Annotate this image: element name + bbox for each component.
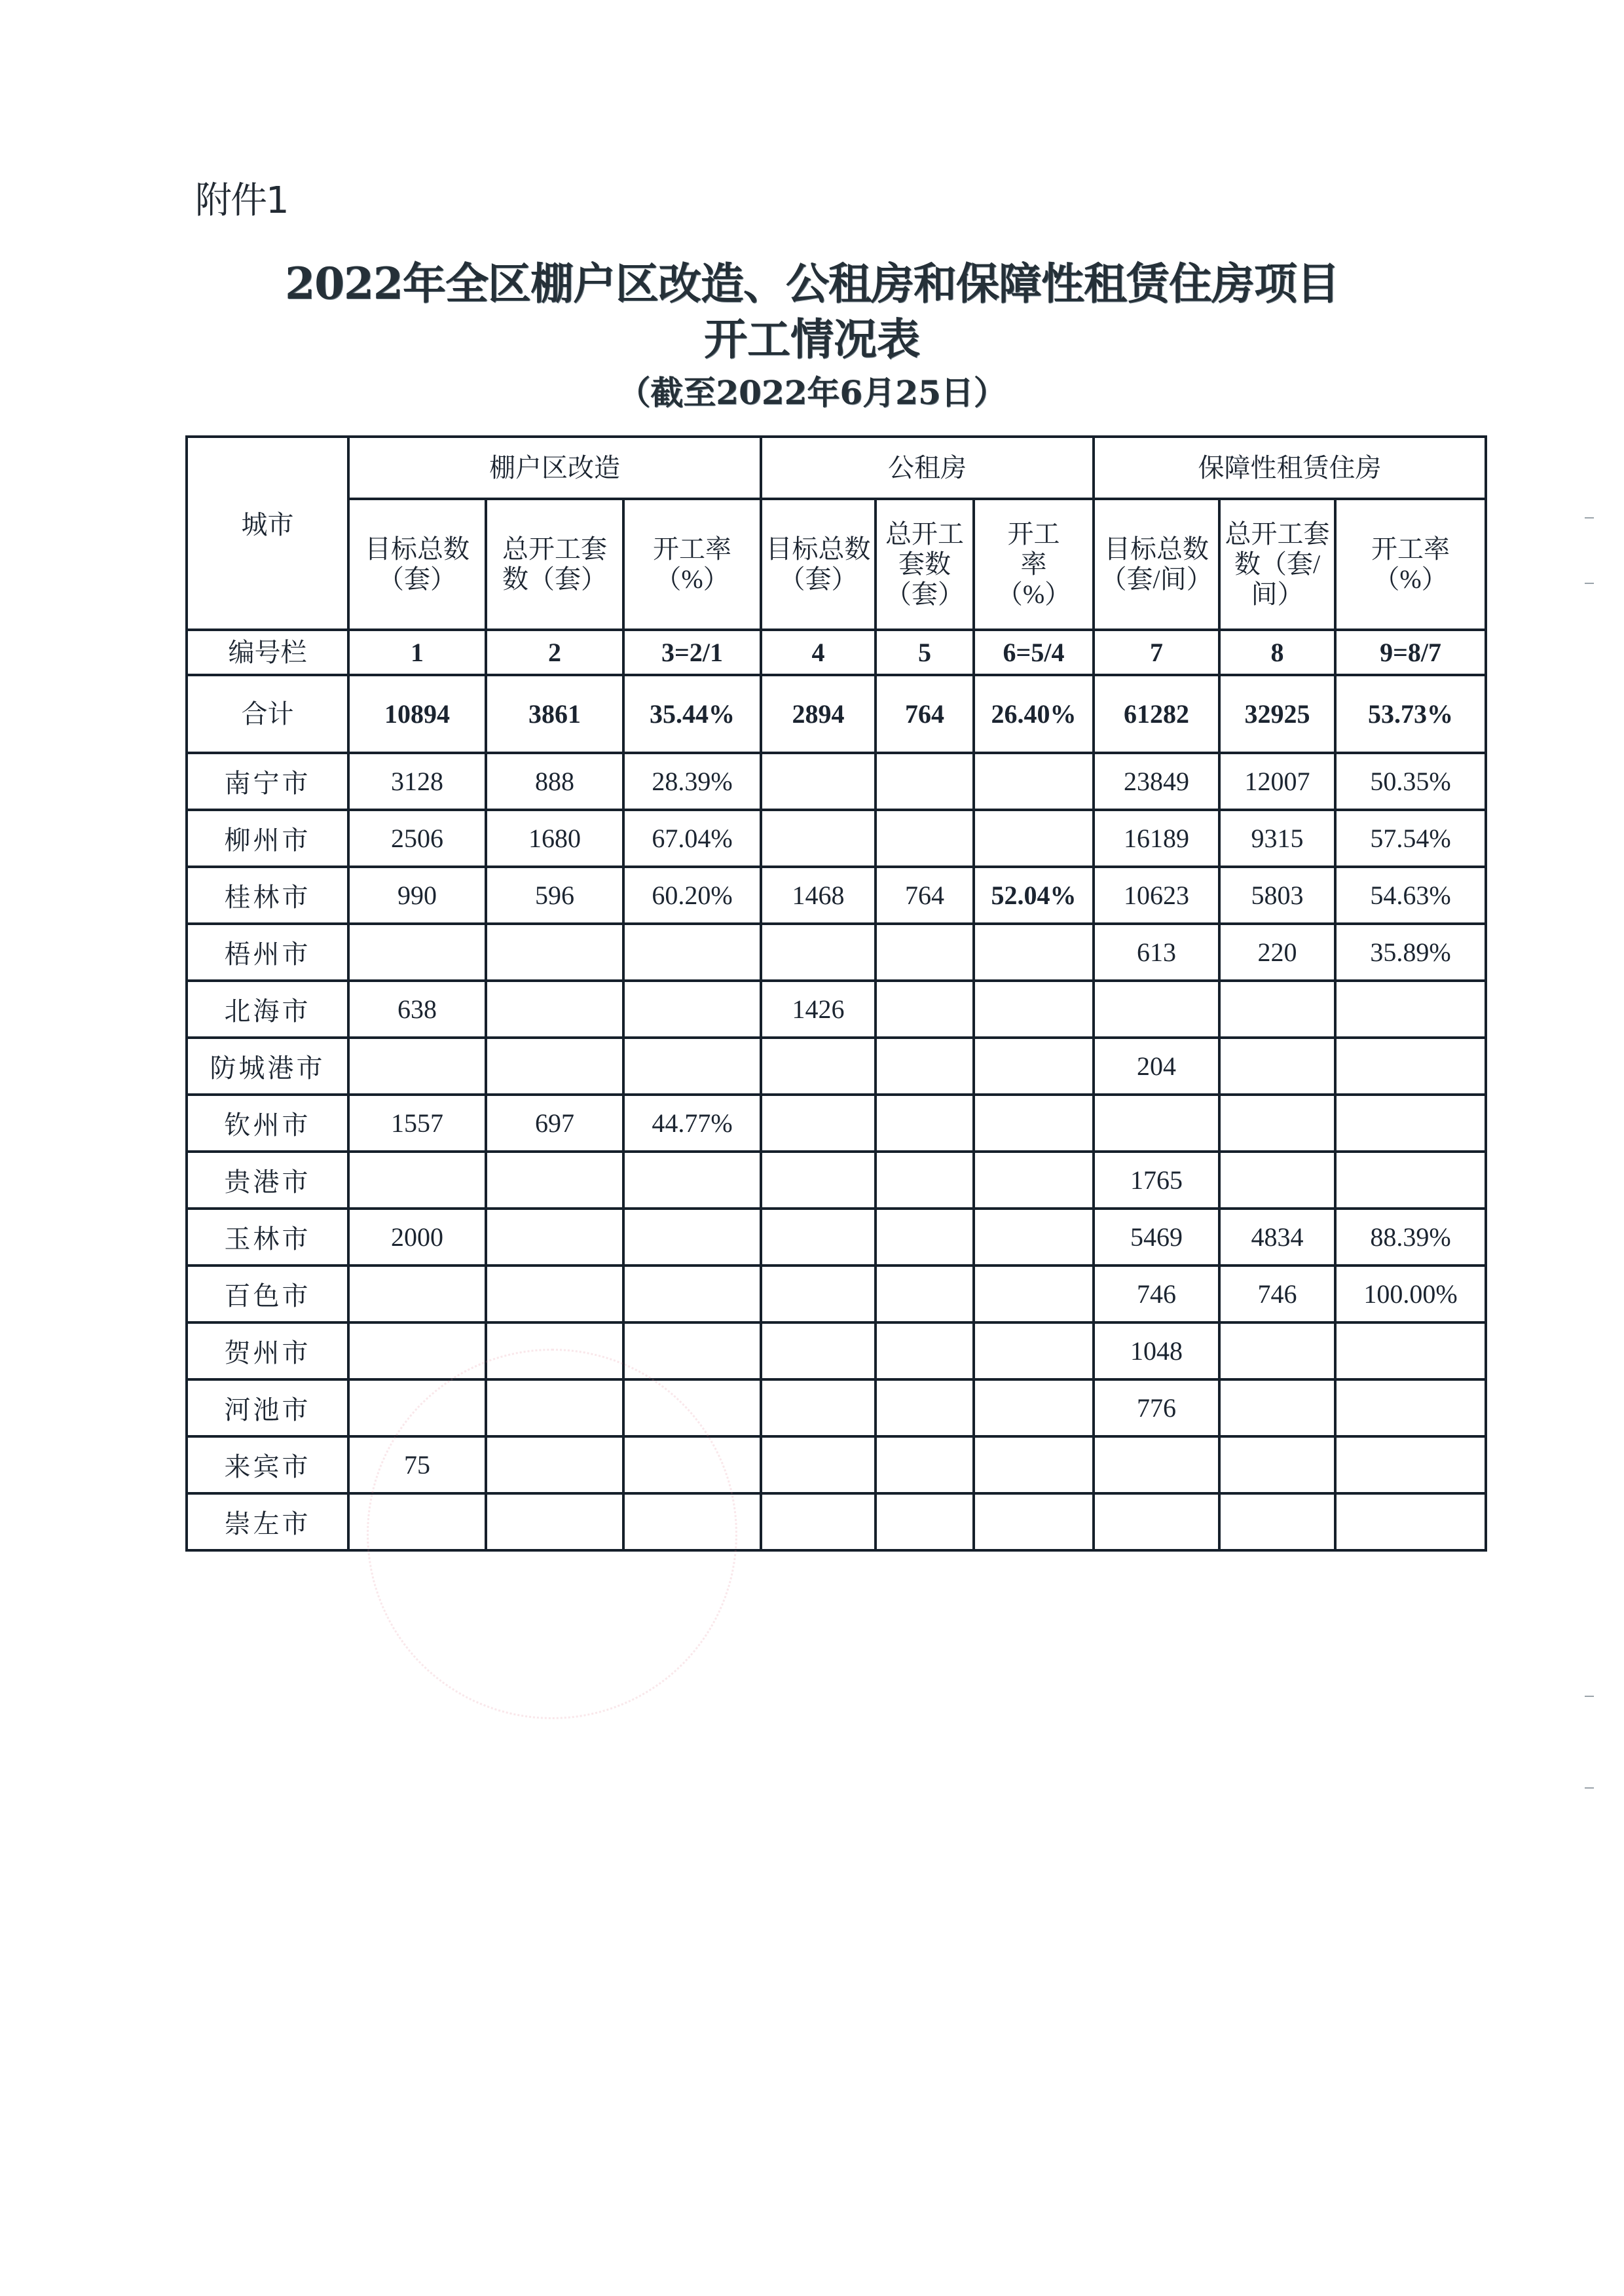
document-title-line2: 开工情况表 (704, 314, 920, 365)
sub-header: 开工率（%） (1335, 499, 1486, 630)
table-cell (486, 1379, 623, 1436)
table-cell (876, 1095, 974, 1152)
table-cell (1335, 1095, 1486, 1152)
city-name: 钦州市 (187, 1095, 348, 1152)
table-cell: 1680 (486, 810, 623, 867)
total-cell: 3861 (486, 675, 623, 753)
table-cell: 764 (876, 867, 974, 924)
table-cell (1219, 1038, 1335, 1095)
table-cell (348, 1038, 486, 1095)
city-name: 崇左市 (187, 1493, 348, 1550)
table-cell: 23849 (1094, 753, 1219, 810)
table-cell (876, 924, 974, 981)
index-row (187, 630, 1486, 675)
table-cell (974, 981, 1094, 1038)
attachment-label: 附件1 (195, 179, 288, 222)
table-cell (486, 1209, 623, 1266)
table-cell (623, 981, 761, 1038)
table-cell (1335, 1322, 1486, 1379)
table-cell: 5469 (1094, 1209, 1219, 1266)
table-cell: 88.39% (1335, 1209, 1486, 1266)
sub-header-row (187, 499, 1486, 630)
table-cell (876, 1209, 974, 1266)
total-cell: 10894 (348, 675, 486, 753)
table-cell (761, 1266, 876, 1322)
table-cell (348, 1322, 486, 1379)
table-cell (486, 1322, 623, 1379)
total-row (187, 675, 1486, 753)
table-cell (623, 1436, 761, 1493)
table-cell: 100.00% (1335, 1266, 1486, 1322)
table-cell (1219, 1322, 1335, 1379)
table-cell: 12007 (1219, 753, 1335, 810)
table-cell: 2506 (348, 810, 486, 867)
scan-margin-mark (1585, 1787, 1594, 1789)
table-cell (876, 810, 974, 867)
table-cell: 10623 (1094, 867, 1219, 924)
group-header-shantytown: 棚户区改造 (348, 437, 761, 499)
table-cell: 776 (1094, 1379, 1219, 1436)
table-cell: 52.04% (974, 867, 1094, 924)
table-cell: 1468 (761, 867, 876, 924)
table-cell: 746 (1094, 1266, 1219, 1322)
table-cell (1335, 981, 1486, 1038)
table-cell (761, 1152, 876, 1209)
table-row (187, 1493, 1486, 1550)
table-cell (623, 924, 761, 981)
table-cell: 16189 (1094, 810, 1219, 867)
table-cell (486, 1436, 623, 1493)
table-cell (761, 924, 876, 981)
table-cell: 2000 (348, 1209, 486, 1266)
table-cell (1219, 981, 1335, 1038)
table-cell (623, 1266, 761, 1322)
table-cell (761, 753, 876, 810)
table-cell: 1765 (1094, 1152, 1219, 1209)
document-title: 2022年全区棚户区改造、公租房和保障性租赁住房项目 (285, 258, 1339, 309)
city-name: 百色市 (187, 1266, 348, 1322)
table-row (187, 1322, 1486, 1379)
table-row (187, 1266, 1486, 1322)
table-cell (348, 1266, 486, 1322)
table-cell (348, 1152, 486, 1209)
table-cell: 60.20% (623, 867, 761, 924)
table-cell (974, 1322, 1094, 1379)
housing-start-table (185, 435, 1487, 1552)
table-row (187, 1209, 1486, 1266)
table-cell: 57.54% (1335, 810, 1486, 867)
index-cell: 9=8/7 (1335, 630, 1486, 675)
city-column-header: 城市 (187, 437, 348, 630)
table-cell (974, 1038, 1094, 1095)
table-row (187, 867, 1486, 924)
table-cell (1094, 1095, 1219, 1152)
table-cell (1335, 1152, 1486, 1209)
table-cell: 28.39% (623, 753, 761, 810)
sub-header: 开工率（%） (974, 499, 1094, 630)
table-row (187, 810, 1486, 867)
table-cell: 1557 (348, 1095, 486, 1152)
table-cell: 990 (348, 867, 486, 924)
table-cell (974, 1493, 1094, 1550)
table-cell (486, 1038, 623, 1095)
table-cell (623, 1152, 761, 1209)
table-cell: 5803 (1219, 867, 1335, 924)
city-name: 来宾市 (187, 1436, 348, 1493)
scan-margin-mark (1585, 517, 1594, 519)
index-cell: 6=5/4 (974, 630, 1094, 675)
table-cell (486, 1266, 623, 1322)
table-row (187, 924, 1486, 981)
group-header-row (187, 437, 1486, 499)
table-cell (348, 924, 486, 981)
table-cell: 9315 (1219, 810, 1335, 867)
table-cell (876, 753, 974, 810)
table-cell (1219, 1436, 1335, 1493)
city-name: 河池市 (187, 1379, 348, 1436)
index-cell: 4 (761, 630, 876, 675)
table-cell: 1426 (761, 981, 876, 1038)
table-cell (974, 1095, 1094, 1152)
city-name: 贺州市 (187, 1322, 348, 1379)
scan-margin-mark (1585, 583, 1594, 584)
index-cell: 5 (876, 630, 974, 675)
table-cell (876, 1266, 974, 1322)
sub-header: 目标总数（套） (761, 499, 876, 630)
index-cell: 3=2/1 (623, 630, 761, 675)
table-cell (761, 1436, 876, 1493)
table-cell (1335, 1493, 1486, 1550)
index-cell: 1 (348, 630, 486, 675)
total-cell: 35.44% (623, 675, 761, 753)
table-cell (761, 1095, 876, 1152)
total-cell: 53.73% (1335, 675, 1486, 753)
city-name: 南宁市 (187, 753, 348, 810)
table-cell (348, 1379, 486, 1436)
city-name: 玉林市 (187, 1209, 348, 1266)
table-cell (623, 1493, 761, 1550)
city-name: 防城港市 (187, 1038, 348, 1095)
table-cell: 1048 (1094, 1322, 1219, 1379)
table-cell: 75 (348, 1436, 486, 1493)
city-name: 北海市 (187, 981, 348, 1038)
table-cell (1219, 1095, 1335, 1152)
sub-header: 总开工套数（套） (486, 499, 623, 630)
table-cell: 888 (486, 753, 623, 810)
table-cell: 746 (1219, 1266, 1335, 1322)
total-cell: 32925 (1219, 675, 1335, 753)
table-cell (761, 1038, 876, 1095)
index-row-label: 编号栏 (187, 630, 348, 675)
sub-header: 目标总数（套） (348, 499, 486, 630)
table-row (187, 981, 1486, 1038)
city-name: 桂林市 (187, 867, 348, 924)
table-cell (486, 1493, 623, 1550)
table-cell (974, 1379, 1094, 1436)
total-cell: 61282 (1094, 675, 1219, 753)
scan-margin-mark (1585, 1696, 1594, 1697)
table-cell (974, 1209, 1094, 1266)
table-cell (761, 1322, 876, 1379)
table-cell (1094, 1493, 1219, 1550)
table-cell (761, 1493, 876, 1550)
table-cell (486, 1152, 623, 1209)
table-cell (623, 1209, 761, 1266)
table-cell (623, 1038, 761, 1095)
table-cell: 4834 (1219, 1209, 1335, 1266)
table-cell (876, 1038, 974, 1095)
table-cell (974, 1152, 1094, 1209)
city-name: 贵港市 (187, 1152, 348, 1209)
table-cell (623, 1322, 761, 1379)
table-cell (1219, 1493, 1335, 1550)
table-cell (1335, 1038, 1486, 1095)
table-cell: 44.77% (623, 1095, 761, 1152)
table-cell (876, 1322, 974, 1379)
table-cell: 204 (1094, 1038, 1219, 1095)
document-date-subtitle: （截至2022年6月25日） (618, 373, 1006, 412)
table-cell: 697 (486, 1095, 623, 1152)
table-cell (761, 1379, 876, 1436)
sub-header: 目标总数（套/间） (1094, 499, 1219, 630)
table-cell: 596 (486, 867, 623, 924)
table-cell (1335, 1379, 1486, 1436)
table-cell (623, 1379, 761, 1436)
table-cell: 54.63% (1335, 867, 1486, 924)
total-row-label: 合计 (187, 675, 348, 753)
total-cell: 26.40% (974, 675, 1094, 753)
table-cell: 50.35% (1335, 753, 1486, 810)
table-row (187, 753, 1486, 810)
table-cell (486, 924, 623, 981)
table-cell (876, 1152, 974, 1209)
table-cell: 67.04% (623, 810, 761, 867)
table-cell (974, 753, 1094, 810)
table-cell (876, 1379, 974, 1436)
sub-header: 总开工套数（套） (876, 499, 974, 630)
table-cell: 220 (1219, 924, 1335, 981)
table-cell (974, 810, 1094, 867)
table-cell (348, 1493, 486, 1550)
table-cell (974, 1266, 1094, 1322)
total-cell: 764 (876, 675, 974, 753)
table-cell: 35.89% (1335, 924, 1486, 981)
sub-header: 开工率（%） (623, 499, 761, 630)
table-row (187, 1095, 1486, 1152)
table-row (187, 1038, 1486, 1095)
table-cell (1335, 1436, 1486, 1493)
table-cell (486, 981, 623, 1038)
table-cell: 613 (1094, 924, 1219, 981)
table-cell (1219, 1379, 1335, 1436)
table-row (187, 1436, 1486, 1493)
group-header-affordable-rental: 保障性租赁住房 (1094, 437, 1486, 499)
sub-header: 总开工套数（套/间） (1219, 499, 1335, 630)
table-cell (761, 1209, 876, 1266)
index-cell: 7 (1094, 630, 1219, 675)
table-cell (876, 1436, 974, 1493)
table-cell: 638 (348, 981, 486, 1038)
total-cell: 2894 (761, 675, 876, 753)
table-row (187, 1152, 1486, 1209)
table-cell (761, 810, 876, 867)
table-cell (876, 981, 974, 1038)
table-cell (876, 1493, 974, 1550)
city-name: 梧州市 (187, 924, 348, 981)
table-cell (1094, 981, 1219, 1038)
table-cell: 3128 (348, 753, 486, 810)
index-cell: 2 (486, 630, 623, 675)
table-row (187, 1379, 1486, 1436)
index-cell: 8 (1219, 630, 1335, 675)
group-header-public-rental: 公租房 (761, 437, 1094, 499)
table-cell (1219, 1152, 1335, 1209)
table-cell (974, 1436, 1094, 1493)
table-cell (974, 924, 1094, 981)
table-cell (1094, 1436, 1219, 1493)
city-name: 柳州市 (187, 810, 348, 867)
